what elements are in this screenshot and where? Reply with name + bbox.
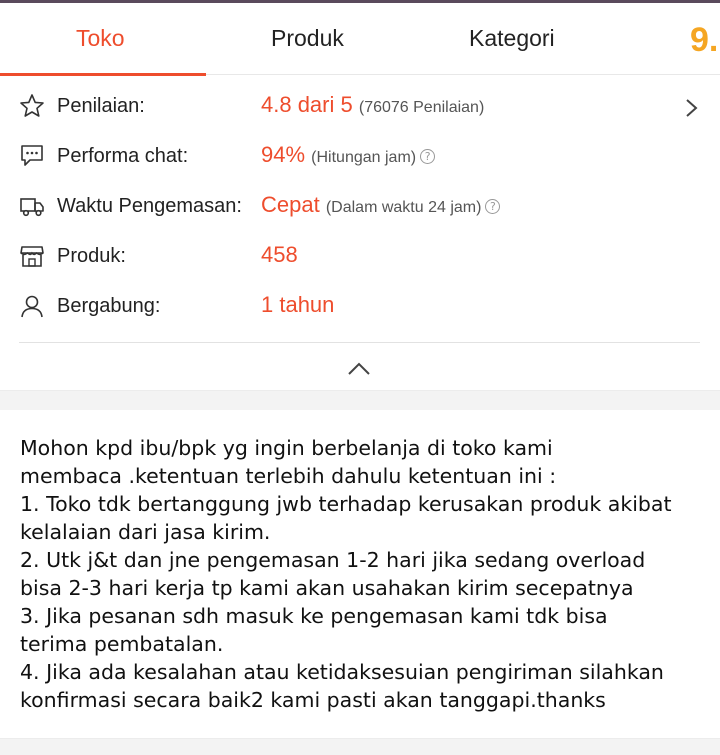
tab-toko[interactable]: Toko <box>76 25 125 51</box>
truck-icon <box>19 193 45 219</box>
joined-label: Bergabung: <box>57 295 161 317</box>
packing-time-row <box>0 182 720 232</box>
description-line: kelalaian dari jasa kirim. <box>20 520 271 544</box>
chat-label: Performa chat: <box>57 145 189 167</box>
rating-value-group <box>261 92 484 118</box>
rating-row[interactable] <box>0 82 720 132</box>
description-line: konfirmasi secara baik2 kami pasti akan tanggapi.thanks <box>20 688 606 712</box>
bottom-separator <box>0 738 720 755</box>
description-line: Mohon kpd ibu/bpk yg ingin berbelanja di toko kami <box>20 436 553 460</box>
description-line: 4. Jika ada kesalahan atau ketidaksesuian pengiriman silahkan <box>20 660 664 684</box>
chat-performance-row <box>0 132 720 182</box>
description-line: 3. Jika pesanan sdh masuk ke pengemasan kami tdk bisa <box>20 604 608 628</box>
chat-value-group <box>261 142 435 168</box>
description-line: bisa 2-3 hari kerja tp kami akan usahakan kirim secepatnya <box>20 576 634 600</box>
packing-note: (Dalam waktu 24 jam) <box>325 199 482 216</box>
description-line: 1. Toko tdk bertanggung jwb terhadap kerusakan produk akibat <box>20 492 672 516</box>
products-label: Produk: <box>57 245 126 267</box>
shop-tabs <box>0 3 720 75</box>
products-row <box>0 232 720 282</box>
description-line: 2. Utk j&t dan jne pengemasan 1-2 hari jika sedang overload <box>20 548 646 572</box>
tab-kategori[interactable]: Kategori <box>469 25 555 51</box>
star-icon <box>19 93 45 119</box>
help-icon[interactable]: ? <box>420 149 435 164</box>
description-line: terima pembatalan. <box>20 632 224 656</box>
joined-value: 1 tahun <box>261 292 335 317</box>
section-separator <box>0 390 720 410</box>
promo-tab-icon[interactable]: 9. <box>690 21 719 59</box>
chevron-right-icon[interactable] <box>683 97 701 119</box>
chat-value: 94% <box>261 142 306 167</box>
chat-icon <box>19 143 45 169</box>
description-line: membaca .ketentuan terlebih dahulu ketentuan ini : <box>20 464 557 488</box>
joined-row <box>0 282 720 332</box>
rating-count: (76076 Penilaian) <box>358 99 485 116</box>
store-icon <box>19 243 45 269</box>
user-icon <box>19 293 45 319</box>
products-value: 458 <box>261 242 298 267</box>
shop-description <box>20 434 710 714</box>
rating-value: 4.8 dari 5 <box>261 92 353 117</box>
help-icon[interactable]: ? <box>485 199 500 214</box>
packing-value-group <box>261 192 500 218</box>
packing-value: Cepat <box>261 192 320 217</box>
rating-label: Penilaian: <box>57 95 145 117</box>
chevron-up-icon[interactable] <box>345 358 373 380</box>
chat-note: (Hitungan jam) <box>311 149 417 166</box>
tab-produk[interactable]: Produk <box>271 25 344 51</box>
packing-label: Waktu Pengemasan: <box>57 195 242 217</box>
stats-divider <box>19 342 700 343</box>
